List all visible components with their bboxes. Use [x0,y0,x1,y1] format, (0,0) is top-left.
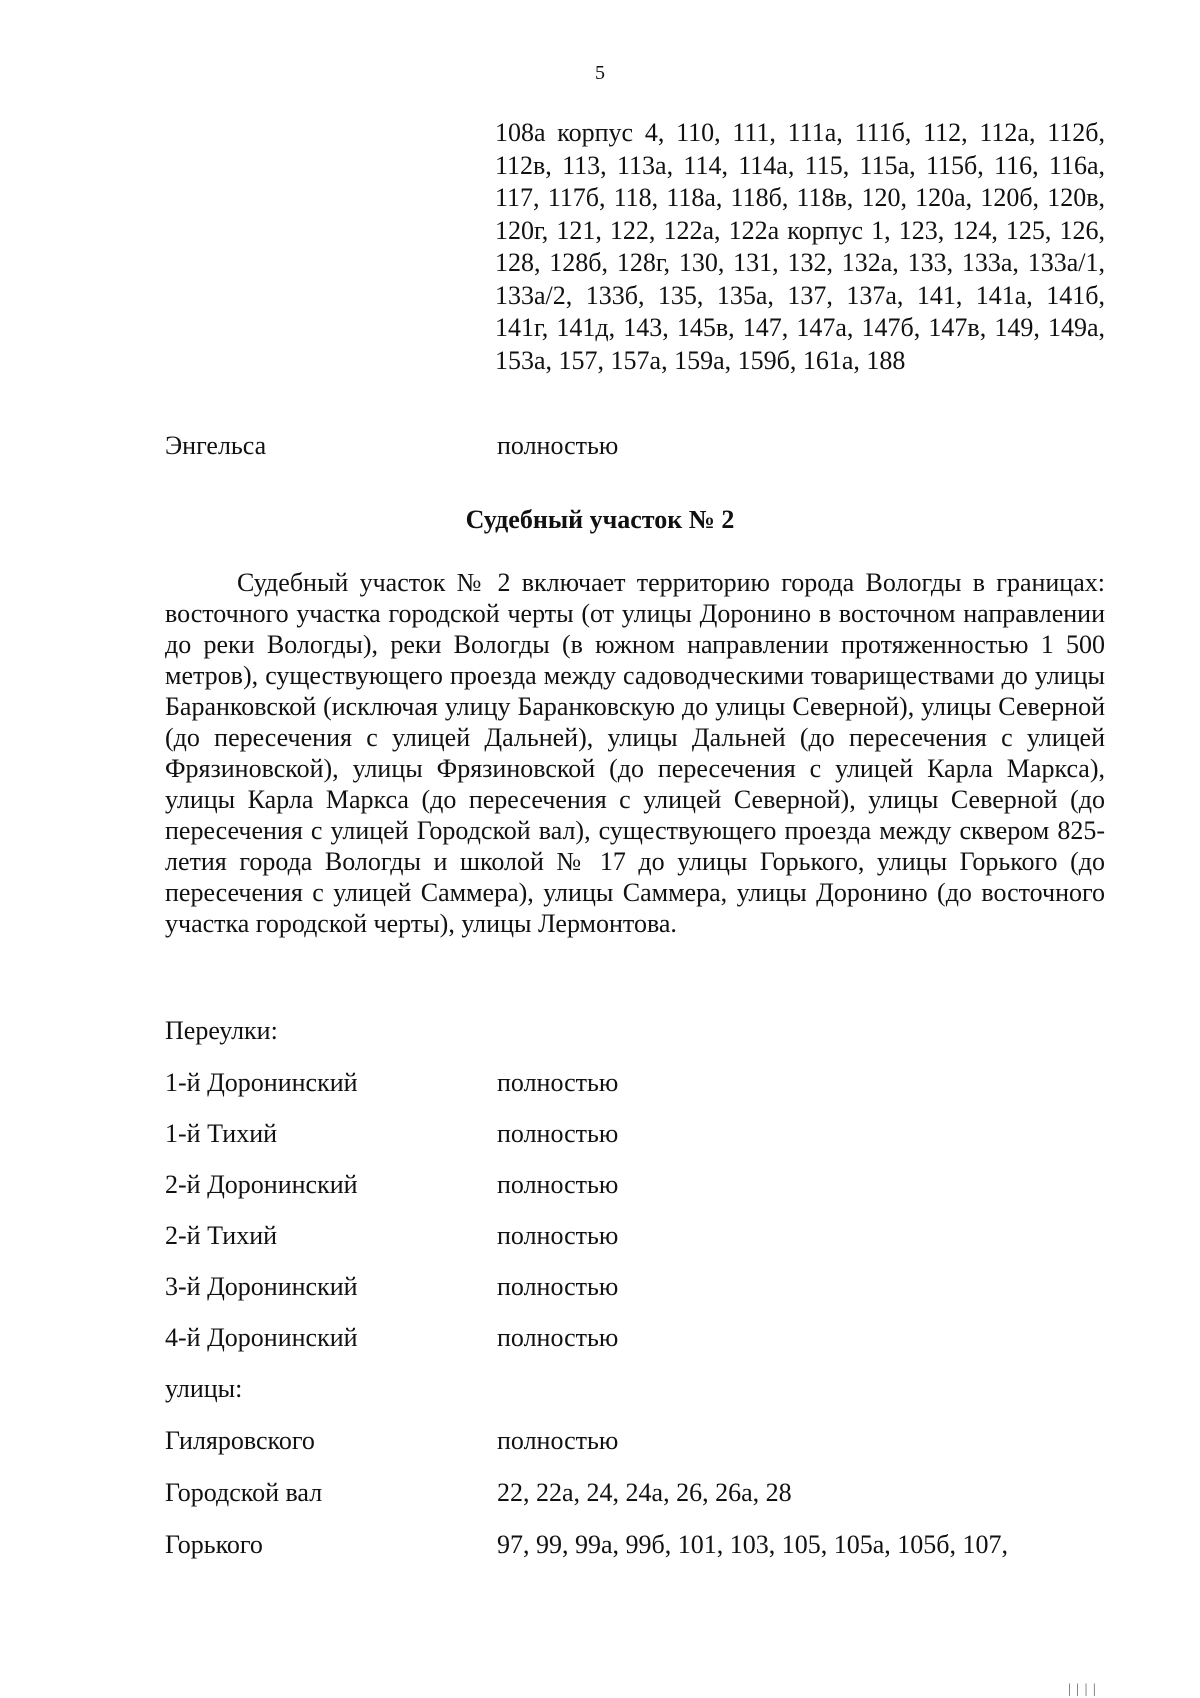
lane-name: 1-й Тихий [165,1119,278,1148]
lane-value: полностью [497,1068,619,1097]
street-name: Энгельса [165,431,267,460]
section-heading: Судебный участок № 2 [465,505,735,534]
lane-name: 2-й Доронинский [165,1170,358,1199]
lane-name: 3-й Доронинский [165,1272,358,1301]
lane-name: 1-й Доронинский [165,1068,358,1097]
lanes-label: Переулки: [165,1016,278,1045]
lane-value: полностью [497,1272,619,1301]
lane-name: 4-й Доронинский [165,1323,358,1352]
street-value: полностью [497,431,619,460]
lane-value: полностью [497,1119,619,1148]
lane-value: полностью [497,1170,619,1199]
scan-mark: | | | | [1068,1682,1097,1697]
street-value: 22, 22а, 24, 24а, 26, 26а, 28 [497,1478,792,1507]
lane-value: полностью [497,1323,619,1352]
street-value: полностью [497,1426,619,1455]
streets-label: улицы: [165,1374,243,1403]
page-number: 5 [595,62,605,84]
street-name: Горького [165,1530,263,1559]
lane-value: полностью [497,1221,619,1250]
street-name: Гиляровского [165,1426,315,1455]
house-numbers-continuation: 108а корпус 4, 110, 111, 111а, 111б, 112, 112а, 112б, 112в, 113, 113а, 114, 114а, 115, 115а, 115б, 116, 116а, 117, 117б, 118, 118а, 118б, 118в, 120, 120а, 120б, 120в, 120г, 121, 122, 122а, 122а корпус 1, 123, 124, 125, 126, 128, 128б, 128г, 130, 131, 132, 132а, 133, 133а, 133а/1, 133а/2, 133б, 135, 135а, 137, 137а, 141, 141а, 141б, 141г, 141д, 143, 145в, 147, 147а, 147б, 147в, 149, 149а, 153а, 157, 157а, 159а, 159б, 161а, 188 [495,118,1105,375]
boundary-paragraph: Судебный участок № 2 включает территорию города Вологды в границах: восточного участка городской черты (от улицы Доронино в восточном направлении до реки Вологды), реки Вологды (в южном направлении протяженностью 1 500 метров), существующего проезда между садоводческими товариществами до улицы Баранковской (исключая улицу Баранковскую до улицы Северной), улицы Северной (до пересечения с улицей Дальней), улицы Дальней (до пересечения с улицей Фрязиновской), улицы Фрязиновской (до пересечения с улицей Карла Маркса), улицы Карла Маркса (до пересечения с улицей Северной), улицы Северной (до пересечения с улицей Городской вал), существующего проезда между сквером 825-летия города Вологды и школой № 17 до улицы Горького, улицы Горького (до пересечения с улицей Саммера), улицы Саммера, улицы Доронино (до восточного участка городской черты), улицы Лермонтова. [165,568,1105,938]
street-name: Городской вал [165,1478,323,1507]
lane-name: 2-й Тихий [165,1221,278,1250]
street-value: 97, 99, 99а, 99б, 101, 103, 105, 105а, 105б, 107, [497,1530,1009,1559]
